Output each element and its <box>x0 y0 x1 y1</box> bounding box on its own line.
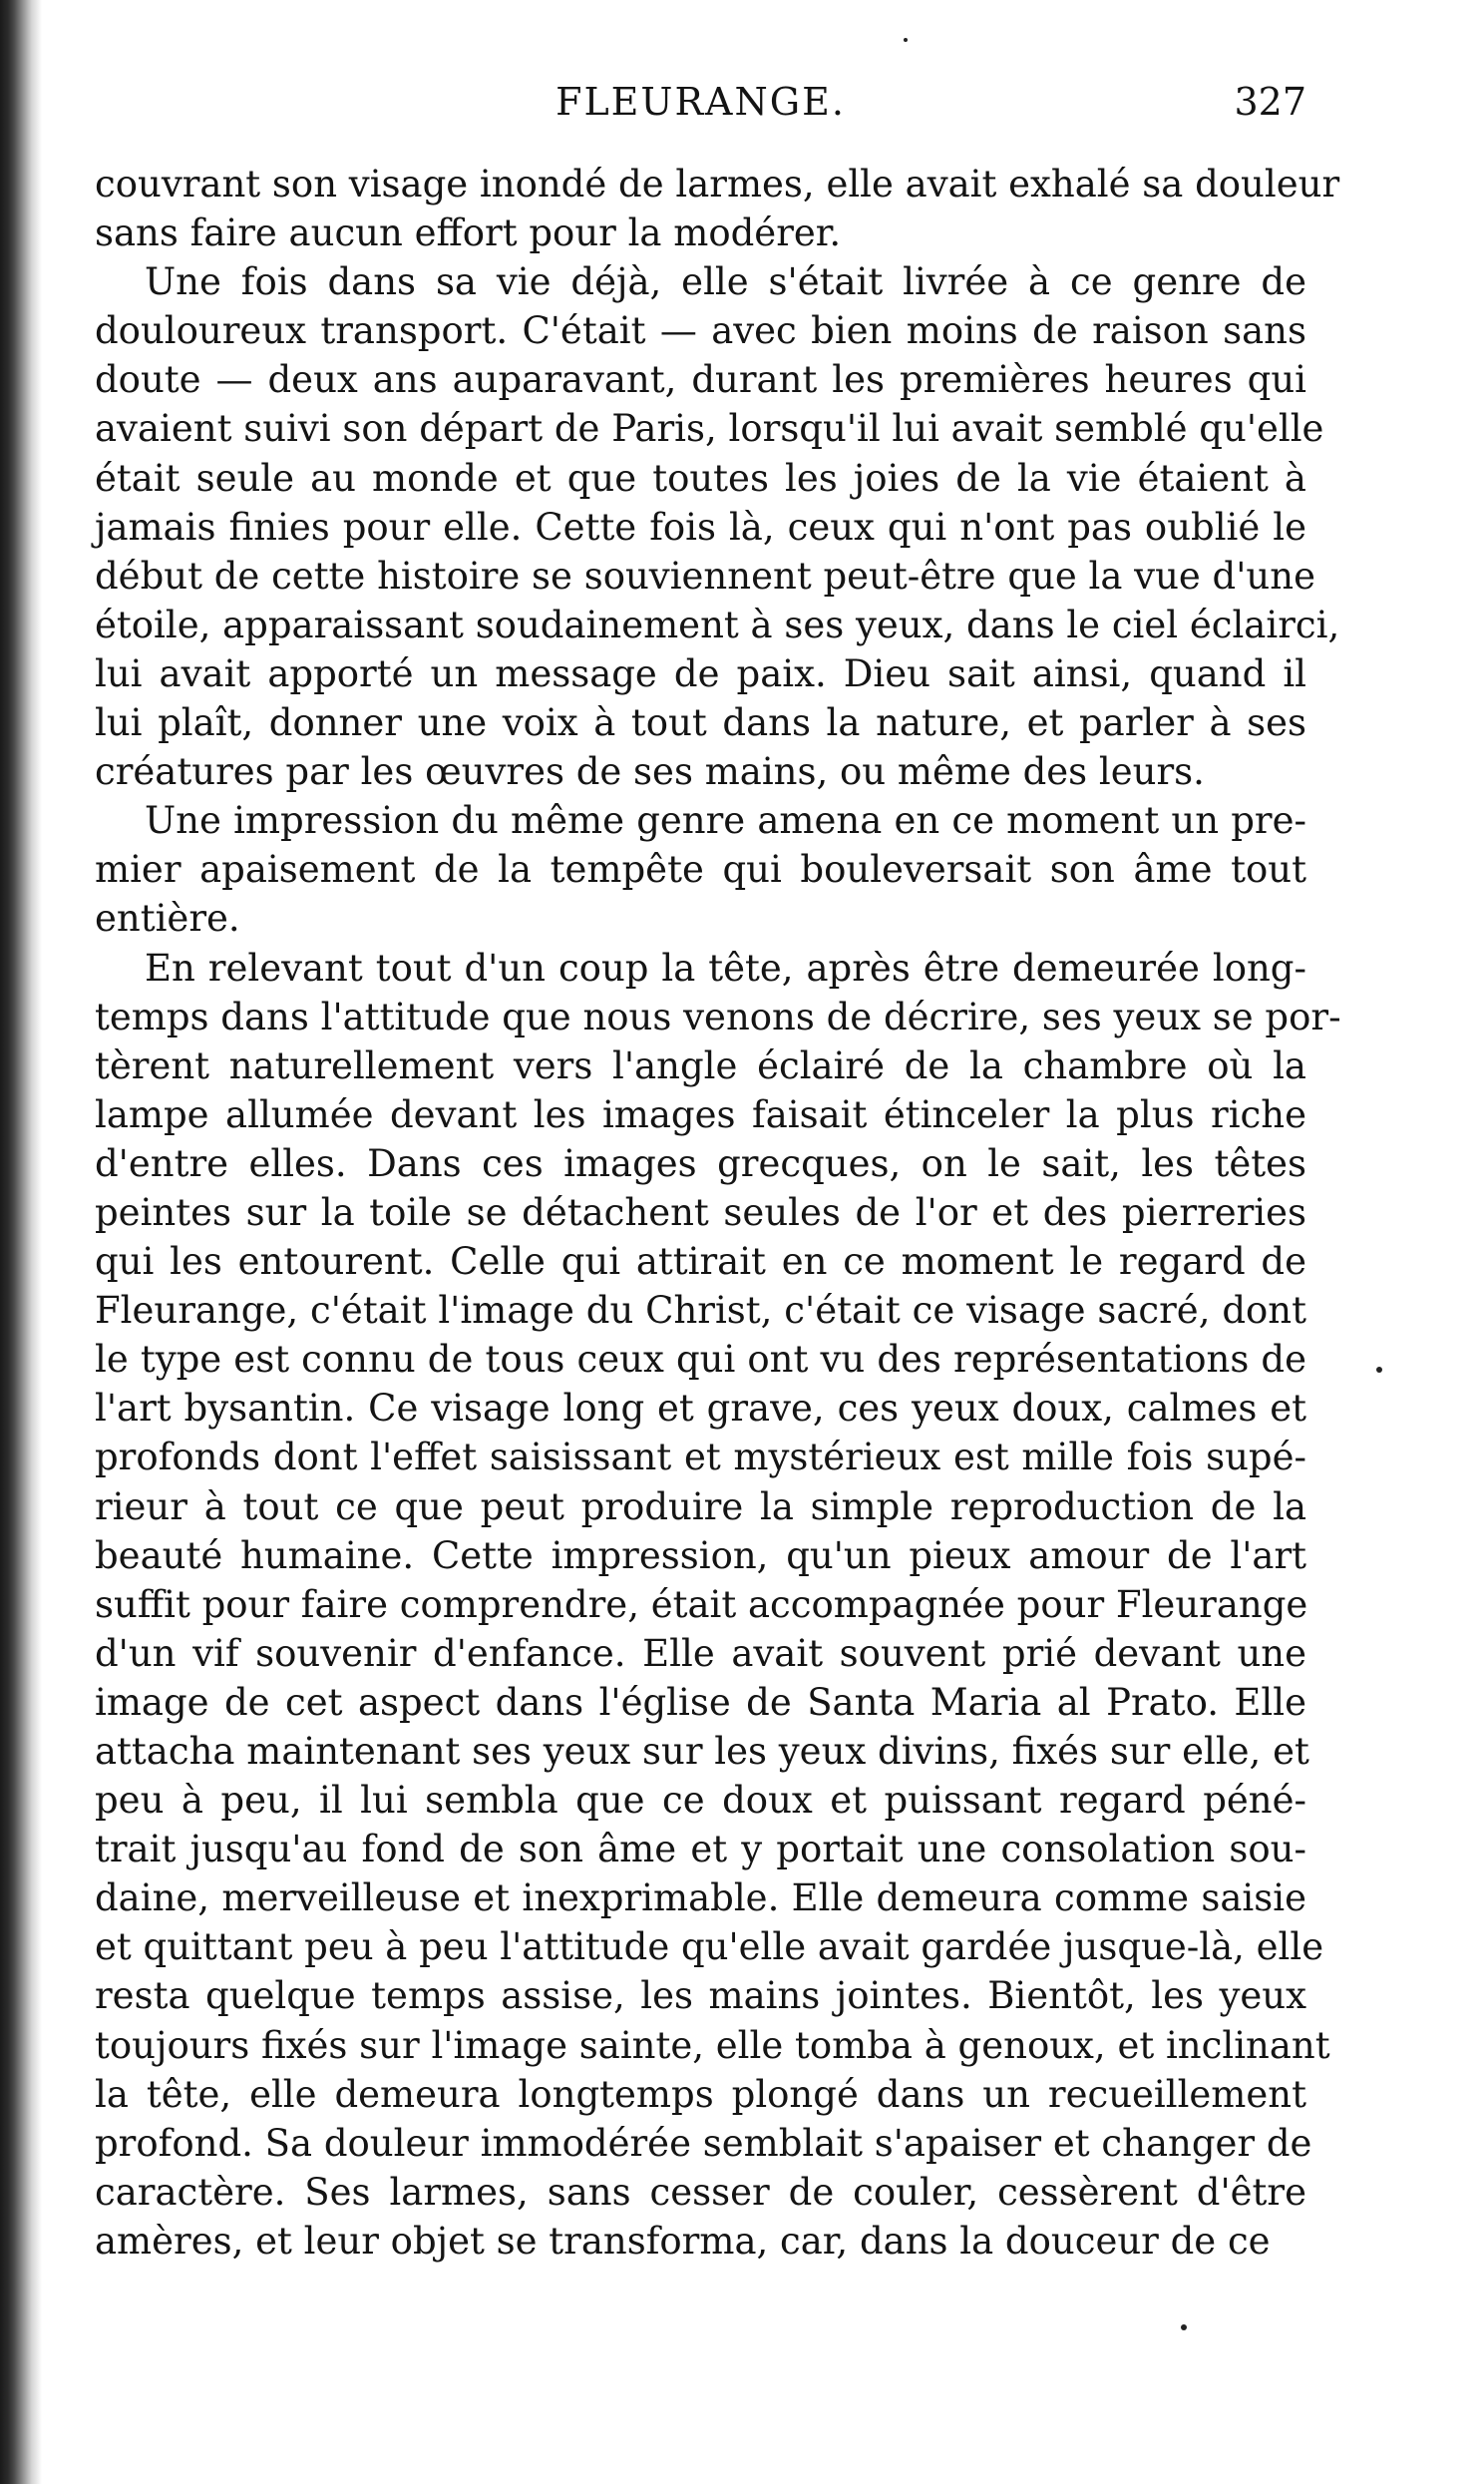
text-line: En relevant tout d'un coup la tête, après être demeurée long- <box>145 946 1306 990</box>
text-line: caractère. Ses larmes, sans cesser de couler, cessèrent d'être <box>95 2170 1306 2214</box>
text-line: début de cette histoire se souviennent peut-être que la vue d'une <box>95 554 1315 598</box>
scan-binding-edge <box>0 0 42 2484</box>
text-line: profonds dont l'effet saisissant et mystérieux est mille fois supé- <box>95 1436 1306 1479</box>
text-line: profond. Sa douleur immodérée semblait s'apaiser et changer de <box>95 2121 1312 2165</box>
running-title: FLEURANGE. <box>556 80 846 124</box>
text-line: entière. <box>95 897 240 941</box>
text-line: jamais finies pour elle. Cette fois là, ceux qui n'ont pas oublié le <box>95 505 1306 549</box>
text-line: couvrant son visage inondé de larmes, elle avait exhalé sa douleur <box>95 163 1340 206</box>
text-line: le type est connu de tous ceux qui ont vu des représentations de <box>95 1338 1306 1382</box>
text-line: lui avait apporté un message de paix. Dieu sait ainsi, quand il <box>95 651 1306 695</box>
body-text <box>95 160 1341 2266</box>
text-line: douloureux transport. C'était — avec bien moins de raison sans <box>95 309 1306 353</box>
text-line: toujours fixés sur l'image sainte, elle tomba à genoux, et inclinant <box>95 2023 1330 2067</box>
text-line: peu à peu, il lui sembla que ce doux et puissant regard péné- <box>95 1779 1306 1823</box>
text-line: d'entre elles. Dans ces images grecques, on le sait, les têtes <box>95 1141 1306 1185</box>
paragraph <box>95 944 1341 2267</box>
text-line: temps dans l'attitude que nous venons de décrire, ses yeux se por- <box>95 995 1341 1038</box>
text-line: beauté humaine. Cette impression, qu'un pieux amour de l'art <box>95 1533 1306 1577</box>
text-line: resta quelque temps assise, les mains jointes. Bientôt, les yeux <box>95 1974 1306 2018</box>
text-line: daine, merveilleuse et inexprimable. Elle demeura comme saisie <box>95 1876 1306 1920</box>
scan-speck <box>1376 1367 1382 1373</box>
text-line: suffit pour faire comprendre, était accompagnée pour Fleurange <box>95 1582 1308 1626</box>
text-line: attacha maintenant ses yeux sur les yeux divins, fixés sur elle, et <box>95 1730 1309 1773</box>
text-line: lui plaît, donner une voix à tout dans la nature, et parler à ses <box>95 701 1306 745</box>
text-line: Une impression du même genre amena en ce moment un pre- <box>145 799 1306 843</box>
text-line: lampe allumée devant les images faisait étinceler la plus riche <box>95 1092 1306 1136</box>
text-line: créatures par les œuvres de ses mains, ou même des leurs. <box>95 750 1205 794</box>
text-line: l'art bysantin. Ce visage long et grave, ces yeux doux, calmes et <box>95 1387 1306 1431</box>
text-line: étoile, apparaissant soudainement à ses yeux, dans le ciel éclairci, <box>95 603 1340 646</box>
text-line: trait jusqu'au fond de son âme et y portait une consolation sou- <box>95 1828 1306 1871</box>
text-line: et quittant peu à peu l'attitude qu'elle avait gardée jusque-là, elle <box>95 1925 1324 1969</box>
page-number: 327 <box>1234 80 1306 124</box>
text-line: peintes sur la toile se détachent seules de l'or et des pierreries <box>95 1190 1306 1234</box>
page-header <box>95 80 1306 130</box>
scan-speck <box>1181 2324 1187 2330</box>
text-line: qui les entourent. Celle qui attirait en ce moment le regard de <box>95 1240 1306 1284</box>
text-line: mier apaisement de la tempête qui bouleversait son âme tout <box>95 848 1306 892</box>
text-line: rieur à tout ce que peut produire la simple reproduction de la <box>95 1484 1306 1528</box>
text-line: image de cet aspect dans l'église de Santa Maria al Prato. Elle <box>95 1680 1306 1724</box>
text-line: avaient suivi son départ de Paris, lorsqu'il lui avait semblé qu'elle <box>95 407 1324 451</box>
text-line: Fleurange, c'était l'image du Christ, c'était ce visage sacré, dont <box>95 1289 1306 1333</box>
text-line: sans faire aucun effort pour la modérer. <box>95 211 842 255</box>
text-line: tèrent naturellement vers l'angle éclairé de la chambre où la <box>95 1043 1306 1087</box>
text-line: d'un vif souvenir d'enfance. Elle avait souvent prié devant une <box>95 1631 1306 1675</box>
paragraph <box>95 796 1306 943</box>
text-line: Une fois dans sa vie déjà, elle s'était livrée à ce genre de <box>145 260 1306 304</box>
text-line: amères, et leur objet se transforma, car, dans la douceur de ce <box>95 2219 1271 2263</box>
text-line: la tête, elle demeura longtemps plongé dans un recueillement <box>95 2072 1306 2116</box>
text-line: était seule au monde et que toutes les joies de la vie étaient à <box>95 456 1306 500</box>
scan-speck <box>904 38 908 42</box>
paragraph <box>95 257 1340 796</box>
paragraph <box>95 160 1340 257</box>
text-line: doute — deux ans auparavant, durant les premières heures qui <box>95 358 1306 402</box>
